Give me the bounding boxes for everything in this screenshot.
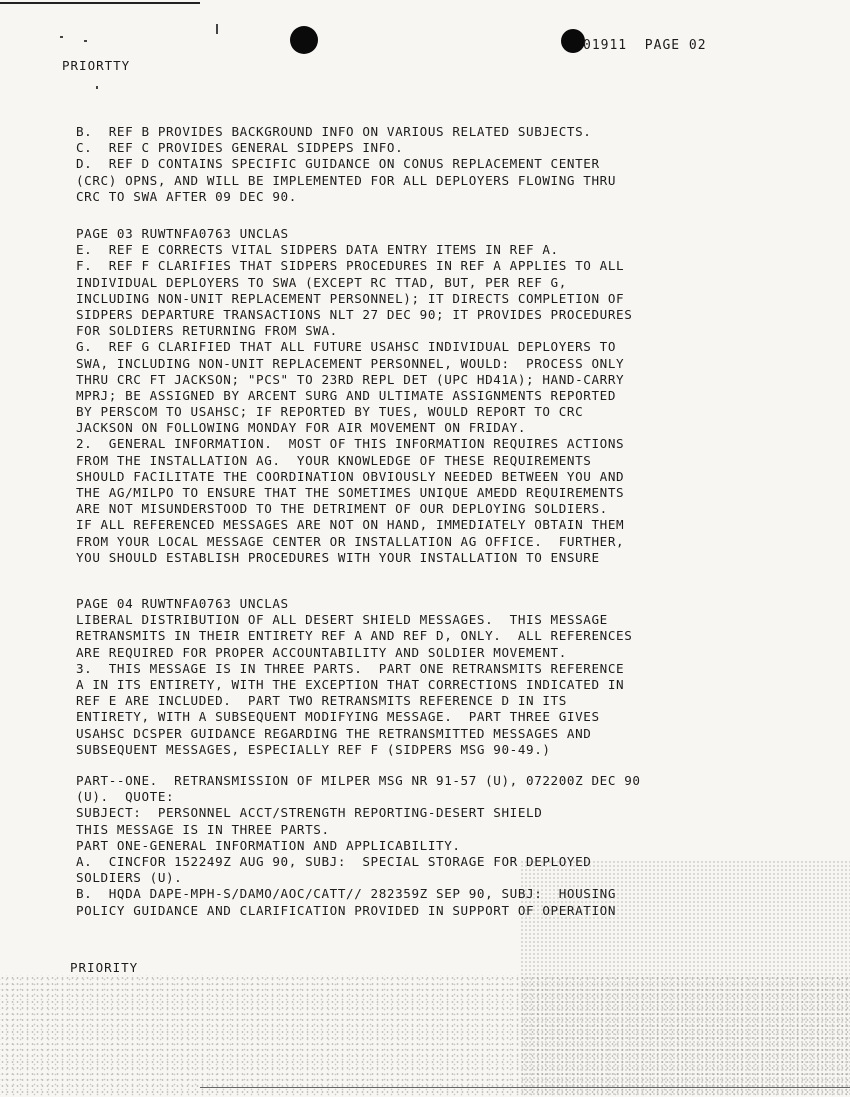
text-line: SOLDIERS (U).: [76, 870, 183, 886]
text-line: USAHSC DCSPER GUIDANCE REGARDING THE RETRANSMITTED MESSAGES AND: [76, 725, 592, 741]
page-header-line: PAGE 04 RUWTNFA0763 UNCLAS: [76, 596, 289, 611]
text-line: CRC TO SWA AFTER 09 DEC 90.: [76, 188, 297, 204]
text-line: THIS MESSAGE IS IN THREE PARTS.: [76, 821, 330, 837]
text-line: INCLUDING NON-UNIT REPLACEMENT PERSONNEL); IT DIRECTS COMPLETION OF: [76, 290, 625, 306]
text-line: MPRJ; BE ASSIGNED BY ARCENT SURG AND ULTIMATE ASSIGNMENTS REPORTED: [76, 387, 617, 403]
top-border-line: [0, 2, 200, 4]
text-line: SUBJECT: PERSONNEL ACCT/STRENGTH REPORTING-DESERT SHIELD: [76, 805, 543, 821]
text-line: SIDPERS DEPARTURE TRANSACTIONS NLT 27 DEC 90; IT PROVIDES PROCEDURES: [76, 306, 633, 322]
punch-hole-mark: [290, 26, 318, 54]
text-line: ENTIRETY, WITH A SUBSEQUENT MODIFYING MESSAGE. PART THREE GIVES: [76, 709, 600, 725]
scan-speck: [96, 86, 98, 89]
text-line: 2. GENERAL INFORMATION. MOST OF THIS INFORMATION REQUIRES ACTIONS: [76, 436, 625, 452]
text-line: ARE NOT MISUNDERSTOOD TO THE DETRIMENT OF OUR DEPLOYING SOLDIERS.: [76, 501, 608, 517]
text-line: B. REF B PROVIDES BACKGROUND INFO ON VARIOUS RELATED SUBJECTS.: [76, 124, 592, 139]
priority-footer: PRIORITY: [70, 960, 139, 975]
scan-speck: [60, 36, 63, 38]
text-line: ARE REQUIRED FOR PROPER ACCOUNTABILITY AND SOLDIER MOVEMENT.: [76, 644, 567, 660]
text-line: RETRANSMITS IN THEIR ENTIRETY REF A AND REF D, ONLY. ALL REFERENCES: [76, 628, 633, 644]
bottom-border-line: [200, 1087, 850, 1088]
text-line: C. REF C PROVIDES GENERAL SIDPEPS INFO.: [76, 140, 404, 156]
text-line: INDIVIDUAL DEPLOYERS TO SWA (EXCEPT RC TTAD, BUT, PER REF G,: [76, 274, 567, 290]
text-line: POLICY GUIDANCE AND CLARIFICATION PROVIDED IN SUPPORT OF OPERATION: [76, 902, 617, 918]
text-line: (CRC) OPNS, AND WILL BE IMPLEMENTED FOR ALL DEPLOYERS FLOWING THRU: [76, 172, 617, 188]
text-line: SUBSEQUENT MESSAGES, ESPECIALLY REF F (SIDPERS MSG 90-49.): [76, 741, 551, 757]
text-line: THE AG/MILPO TO ENSURE THAT THE SOMETIMES UNIQUE AMEDD REQUIREMENTS: [76, 485, 625, 500]
text-line: FROM THE INSTALLATION AG. YOUR KNOWLEDGE OF THESE REQUIREMENTS: [76, 452, 592, 468]
priority-header: PRIORTTY: [62, 58, 131, 73]
text-line: BY PERSCOM TO USAHSC; IF REPORTED BY TUES, WOULD REPORT TO CRC: [76, 404, 584, 420]
section-refs-b-d: [76, 124, 616, 205]
text-line: PART--ONE. RETRANSMISSION OF MILPER MSG NR 91-57 (U), 072200Z DEC 90: [76, 773, 641, 788]
text-line: (U). QUOTE:: [76, 789, 175, 805]
scan-speck: [216, 24, 218, 34]
text-line: PART ONE-GENERAL INFORMATION AND APPLICABILITY.: [76, 837, 461, 853]
text-line: SWA, INCLUDING NON-UNIT REPLACEMENT PERSONNEL, WOULD: PROCESS ONLY: [76, 355, 625, 371]
text-line: B. HQDA DAPE-MPH-S/DAMO/AOC/CATT// 282359Z SEP 90, SUBJ: HOUSING: [76, 886, 617, 902]
text-line: [76, 566, 632, 582]
text-line: FROM YOUR LOCAL MESSAGE CENTER OR INSTALLATION AG OFFICE. FURTHER,: [76, 533, 625, 549]
text-line: LIBERAL DISTRIBUTION OF ALL DESERT SHIELD MESSAGES. THIS MESSAGE: [76, 612, 608, 628]
scan-noise: [0, 975, 850, 1097]
text-line: SHOULD FACILITATE THE COORDINATION OBVIOUSLY NEEDED BETWEEN YOU AND: [76, 468, 625, 484]
text-line: REF E ARE INCLUDED. PART TWO RETRANSMITS REFERENCE D IN ITS: [76, 693, 567, 709]
section-page-04: [76, 596, 632, 758]
text-line: JACKSON ON FOLLOWING MONDAY FOR AIR MOVEMENT ON FRIDAY.: [76, 420, 527, 436]
text-line: A IN ITS ENTIRETY, WITH THE EXCEPTION THAT CORRECTIONS INDICATED IN: [76, 676, 625, 692]
text-line: YOU SHOULD ESTABLISH PROCEDURES WITH YOUR INSTALLATION TO ENSURE: [76, 549, 600, 565]
text-line: A. CINCFOR 152249Z AUG 90, SUBJ: SPECIAL STORAGE FOR DEPLOYED: [76, 853, 592, 869]
text-line: E. REF E CORRECTS VITAL SIDPERS DATA ENTRY ITEMS IN REF A.: [76, 242, 559, 258]
section-page-03: [76, 226, 632, 598]
text-line: 3. THIS MESSAGE IS IN THREE PARTS. PART ONE RETRANSMITS REFERENCE: [76, 660, 625, 676]
text-line: D. REF D CONTAINS SPECIFIC GUIDANCE ON CONUS REPLACEMENT CENTER: [76, 156, 600, 172]
text-line: FOR SOLDIERS RETURNING FROM SWA.: [76, 323, 338, 339]
text-line: F. REF F CLARIFIES THAT SIDPERS PROCEDURES IN REF A APPLIES TO ALL: [76, 258, 625, 274]
redaction-mark: [561, 29, 585, 53]
text-line: IF ALL REFERENCED MESSAGES ARE NOT ON HAND, IMMEDIATELY OBTAIN THEM: [76, 517, 625, 533]
text-line: G. REF G CLARIFIED THAT ALL FUTURE USAHSC INDIVIDUAL DEPLOYERS TO: [76, 339, 617, 355]
page-header-line: PAGE 03 RUWTNFA0763 UNCLAS: [76, 226, 289, 241]
header-page-number: 01911 PAGE 02: [583, 38, 707, 53]
scan-speck: [84, 40, 87, 42]
text-line: THRU CRC FT JACKSON; "PCS" TO 23RD REPL DET (UPC HD41A); HAND-CARRY: [76, 371, 625, 387]
